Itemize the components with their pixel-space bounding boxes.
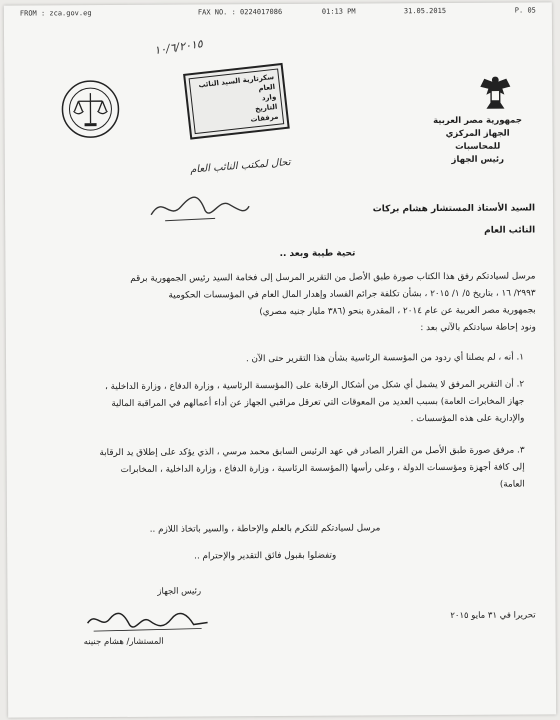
fax-page: P. 05 — [514, 6, 536, 15]
greeting: تحية طيبة وبعد .. — [279, 248, 356, 260]
recipient-title: النائب العام — [484, 225, 536, 236]
fax-from: FROM : zca.gov.eg — [19, 9, 92, 18]
organization-seal-icon — [60, 79, 120, 139]
stamp-line-2: وارد — [261, 92, 277, 103]
eagle-crest-icon — [476, 73, 514, 113]
fax-time: 01:13 PM — [321, 7, 356, 16]
signatory-title: رئيس الجهاز — [157, 586, 202, 597]
issuer-agency: الجهاز المركزي للمحاسبات — [445, 128, 510, 152]
body-paragraph-1: مرسل لسيادتكم رفق هذا الكتاب صورة طبق الأصل من التقرير المرسل إلى فخامة السيد رئيس الجمهورية برقم — [130, 271, 536, 284]
handwritten-referral: تحال لمكتب النائب العام — [189, 156, 291, 176]
letter-page — [4, 2, 556, 717]
fax-header — [20, 6, 536, 21]
fax-date: 31.05.2015 — [403, 6, 447, 16]
list-item-2-line-3: والإدارية على هذه المؤسسات . — [410, 413, 525, 425]
closing-line-1: مرسل لسيادتكم للتكرم بالعلم والإحاطة ، والسير باتخاذ اللازم .. — [149, 523, 381, 535]
incoming-stamp — [183, 63, 290, 140]
stamp-line-4: مرفقات — [250, 112, 279, 124]
closing-line-2: وتفضلوا بقبول فائق التقدير والإحترام .. — [194, 550, 337, 562]
official-signature-icon — [83, 602, 213, 637]
list-item-3-line-2: إلى كافة أجهزة ومؤسسات الدولة ، وعلى رأسها (المؤسسة الرئاسية ، وزارة الدفاع ، وزارة الداخلية ، المخابرات — [120, 462, 525, 475]
signatory-name: المستشار/ هشام جنينه — [83, 636, 164, 648]
body-paragraph-4: ونود إحاطة سيادتكم بالآتي بعد : — [420, 322, 536, 334]
issuer-country: جمهورية مصر العربية — [433, 115, 522, 127]
list-item-2-line-1: ٢. أن التقرير المرفق لا يشمل أي شكل من أشكال الرقابة على (المؤسسة الرئاسية ، وزارة الدفاع ، وزارة الداخلية ، — [104, 379, 525, 393]
date-written: تحريرا في ٣١ مايو ٢٠١٥ — [450, 610, 536, 621]
list-item-1: ١. أنه ، لم يصلنا أي ردود من المؤسسة الرئاسية بشأن هذا التقرير حتى الآن . — [245, 352, 525, 365]
fax-number: FAX NO. : 0224017086 — [197, 7, 283, 17]
handwritten-date-note: ١٠/٦/٢٠١٥ — [153, 37, 204, 58]
issuer-block — [423, 114, 533, 167]
body-paragraph-3: بجمهورية مصر العربية عن عام ٢٠١٤ ، المقدرة بنحو (٣٨٦ مليار جنيه مصري) — [259, 305, 536, 318]
recipient-name: السيد الأستاذ المستشار هشام بركات — [372, 203, 536, 215]
referral-signature-icon — [145, 184, 255, 229]
list-item-3-line-3: العامة) — [499, 479, 525, 490]
issuer-office: رئيس الجهاز — [451, 154, 505, 165]
list-item-2-line-2: جهاز المخابرات العامة) بسبب العديد من المعوقات التي تعرقل مراقبي الجهاز عن أداء أعمالهم في المراقبة المالية — [111, 396, 525, 410]
stamp-line-1: سكرتارية السيد النائب العام — [198, 72, 276, 93]
list-item-3-line-1: ٣. مرفق صورة طبق الأصل من القرار الصادر في عهد الرئيس السابق محمد مرسي ، الذي يؤكد على إطلاق يد الرقابة — [99, 445, 525, 459]
body-paragraph-2: ٢٩٩٣/ ١٦ ، بتاريخ ٥/ ١/ ٢٠١٥ ، بشأن تكلفة جرائم الفساد وإهدار المال العام في المؤسسات الحكومية — [168, 288, 536, 301]
stamp-line-3: التاريخ — [254, 102, 278, 114]
